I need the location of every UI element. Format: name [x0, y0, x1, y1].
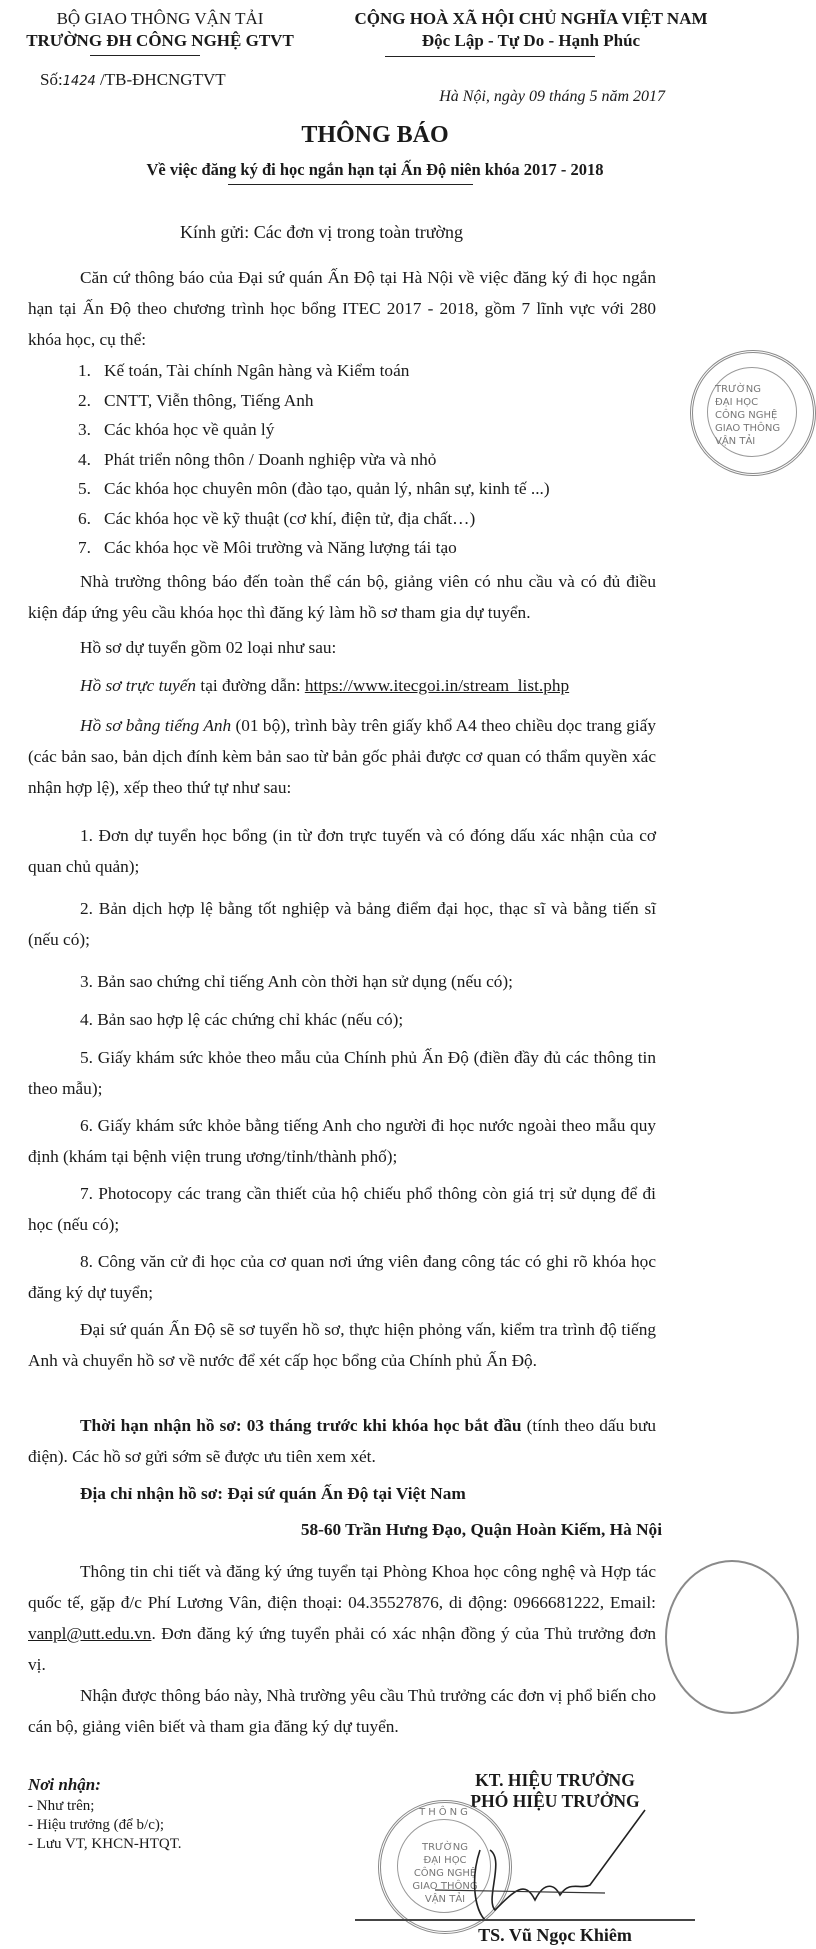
official-seal-icon: THÔNG TRƯỜNG ĐẠI HỌC CÔNG NGHỆ GIAO THÔNG VẬN TẢI	[378, 1800, 512, 1934]
document-item: 4. Bản sao hợp lệ các chứng chỉ khác (nếu có);	[80, 1010, 404, 1029]
address-line-1: Địa chỉ nhận hồ sơ: Đại sứ quán Ấn Độ tại Việt Nam	[80, 1484, 466, 1503]
document-item: 3. Bản sao chứng chỉ tiếng Anh còn thời hạn sử dụng (nếu có);	[80, 972, 513, 991]
document-item: 8. Công văn cử đi học của cơ quan nơi ứng viên đang công tác có ghi rõ khóa học đăng ký dự tuyển;	[28, 1252, 656, 1302]
signature-strike-line	[355, 1919, 695, 1921]
online-dossier: Hồ sơ trực tuyến tại đường dẫn: https://www.itecgoi.in/stream_list.php	[80, 676, 570, 695]
subtitle-underline	[228, 184, 473, 185]
document-item: 5. Giấy khám sức khỏe theo mẫu của Chính phủ Ấn Độ (điền đầy đủ các thông tin theo mẫu);	[28, 1048, 656, 1098]
english-dossier: Hồ sơ bằng tiếng Anh (01 bộ), trình bày trên giấy khổ A4 theo chiều dọc trang giấy (các bản sao, bản dịch đính kèm bản sao từ bản gốc phải được cơ quan có thẩm quyền xác nhận hợp lệ), xếp theo thứ tự như sau:	[28, 716, 656, 797]
list-item: 5. Các khóa học chuyên môn (đào tạo, quản lý, nhân sự, kinh tế ...)	[78, 479, 550, 498]
document-item: 2. Bản dịch hợp lệ bằng tốt nghiệp và bảng điểm đại học, thạc sĩ và bằng tiến sĩ (nếu có);	[28, 899, 656, 949]
country-name: CỘNG HOÀ XÃ HỘI CHỦ NGHĨA VIỆT NAM	[354, 9, 708, 28]
signer-name: TS. Vũ Ngọc Khiêm	[478, 1925, 632, 1945]
recipient-item: - Như trên;	[28, 1798, 95, 1814]
embassy-process: Đại sứ quán Ấn Độ sẽ sơ tuyển hồ sơ, thực hiện phỏng vấn, kiểm tra trình độ tiếng Anh và chuyển hồ sơ về nước để xét cấp học bổng của Chính phủ Ấn Độ.	[28, 1320, 656, 1370]
document-item: 7. Photocopy các trang cần thiết của hộ chiếu phổ thông còn giá trị sử dụng để đi học (nếu có);	[28, 1184, 656, 1234]
document-item: 1. Đơn dự tuyển học bổng (in từ đơn trực tuyến và có đóng dấu xác nhận của cơ quan chủ quản);	[28, 826, 656, 876]
motto-underline	[385, 56, 595, 57]
school-name: TRƯỜNG ĐH CÔNG NGHỆ GTVT	[26, 31, 294, 50]
ministry-name: BỘ GIAO THÔNG VẬN TẢI	[56, 9, 264, 28]
list-item: 2. CNTT, Viễn thông, Tiếng Anh	[78, 390, 314, 410]
document-number: Số:1424 /TB-ĐHCNGTVT	[40, 70, 226, 89]
partial-seal-top-icon: TRƯỜNG ĐẠI HỌC CÔNG NGHỆ GIAO THÔNG VẬN TẢI	[690, 350, 816, 476]
itec-link[interactable]: https://www.itecgoi.in/stream_list.php	[304, 676, 570, 695]
issue-date: Hà Nội, ngày 09 tháng 5 năm 2017	[439, 88, 665, 105]
list-item: 3. Các khóa học về quản lý	[78, 420, 275, 439]
greeting: Kính gửi: Các đơn vị trong toàn trường	[180, 222, 464, 242]
document-item: 6. Giấy khám sức khỏe bằng tiếng Anh cho người đi học nước ngoài theo mẫu quy định (khám tại bệnh viện trung ương/tỉnh/thành phố);	[28, 1116, 656, 1166]
list-item: 1. Kế toán, Tài chính Ngân hàng và Kiểm toán	[78, 361, 410, 380]
list-item: 6. Các khóa học về kỹ thuật (cơ khí, điện tử, địa chất…)	[78, 508, 476, 528]
address-line-2: 58-60 Trần Hưng Đạo, Quận Hoàn Kiếm, Hà Nội	[300, 1520, 662, 1539]
dossier-intro: Hồ sơ dự tuyển gồm 02 loại như sau:	[80, 638, 337, 657]
handwritten-signature-icon	[395, 1790, 675, 1930]
signer-title: KT. HIỆU TRƯỞNG PHÓ HIỆU TRƯỞNG	[470, 1770, 640, 1811]
closing-paragraph: Nhận được thông báo này, Nhà trường yêu cầu Thủ trưởng các đơn vị phổ biến cho cán bộ, giảng viên biết và tham gia đăng ký dự tuyển.	[28, 1686, 656, 1736]
contact-paragraph: Thông tin chi tiết và đăng ký ứng tuyển tại Phòng Khoa học công nghệ và Hợp tác quốc tế, gặp đ/c Phí Lương Vân, điện thoại: 04.35527876, di động: 0966681222, Email: vanpl@utt.edu.vn. Đơn đăng ký ứng tuyển phải có xác nhận đồng ý của Thủ trưởng đơn vị.	[28, 1562, 656, 1674]
partial-seal-bottom-icon	[665, 1560, 799, 1714]
recipients-heading: Nơi nhận:	[28, 1775, 101, 1794]
school-name-underline	[90, 55, 200, 56]
document-title: THÔNG BÁO	[301, 122, 449, 148]
recipient-item: - Lưu VT, KHCN-HTQT.	[28, 1836, 182, 1852]
deadline: Thời hạn nhận hồ sơ: 03 tháng trước khi khóa học bắt đầu (tính theo dấu bưu điện). Các hồ sơ gửi sớm sẽ được ưu tiên xem xét.	[28, 1416, 656, 1466]
document-subtitle: Về việc đăng ký đi học ngắn hạn tại Ấn Độ niên khóa 2017 - 2018	[146, 160, 604, 179]
national-motto-block	[312, 8, 750, 52]
motto: Độc Lập - Tự Do - Hạnh Phúc	[421, 31, 641, 50]
contact-email-link[interactable]: vanpl@utt.edu.vn	[28, 1624, 152, 1643]
recipients-block	[28, 1775, 182, 1854]
list-item: 4. Phát triển nông thôn / Doanh nghiệp vừa và nhỏ	[78, 449, 437, 469]
intro-paragraph: Căn cứ thông báo của Đại sứ quán Ấn Độ tại Hà Nội về việc đăng ký đi học ngắn hạn tại Ấn Độ theo chương trình học bổng ITEC 2017 - 2018, gồm 7 lĩnh vực với 280 khóa học, cụ thể:	[28, 268, 656, 349]
list-item: 7. Các khóa học về Môi trường và Năng lượng tái tạo	[78, 538, 457, 557]
announce-paragraph: Nhà trường thông báo đến toàn thể cán bộ, giảng viên có nhu cầu và có đủ điều kiện đáp ứng yêu cầu khóa học thì đăng ký làm hồ sơ tham gia dự tuyển.	[28, 572, 656, 622]
recipient-item: - Hiệu trưởng (để b/c);	[28, 1817, 165, 1833]
issuing-ministry-block	[10, 8, 310, 52]
handwritten-number: 1424	[62, 74, 96, 89]
fields-list	[78, 356, 658, 563]
